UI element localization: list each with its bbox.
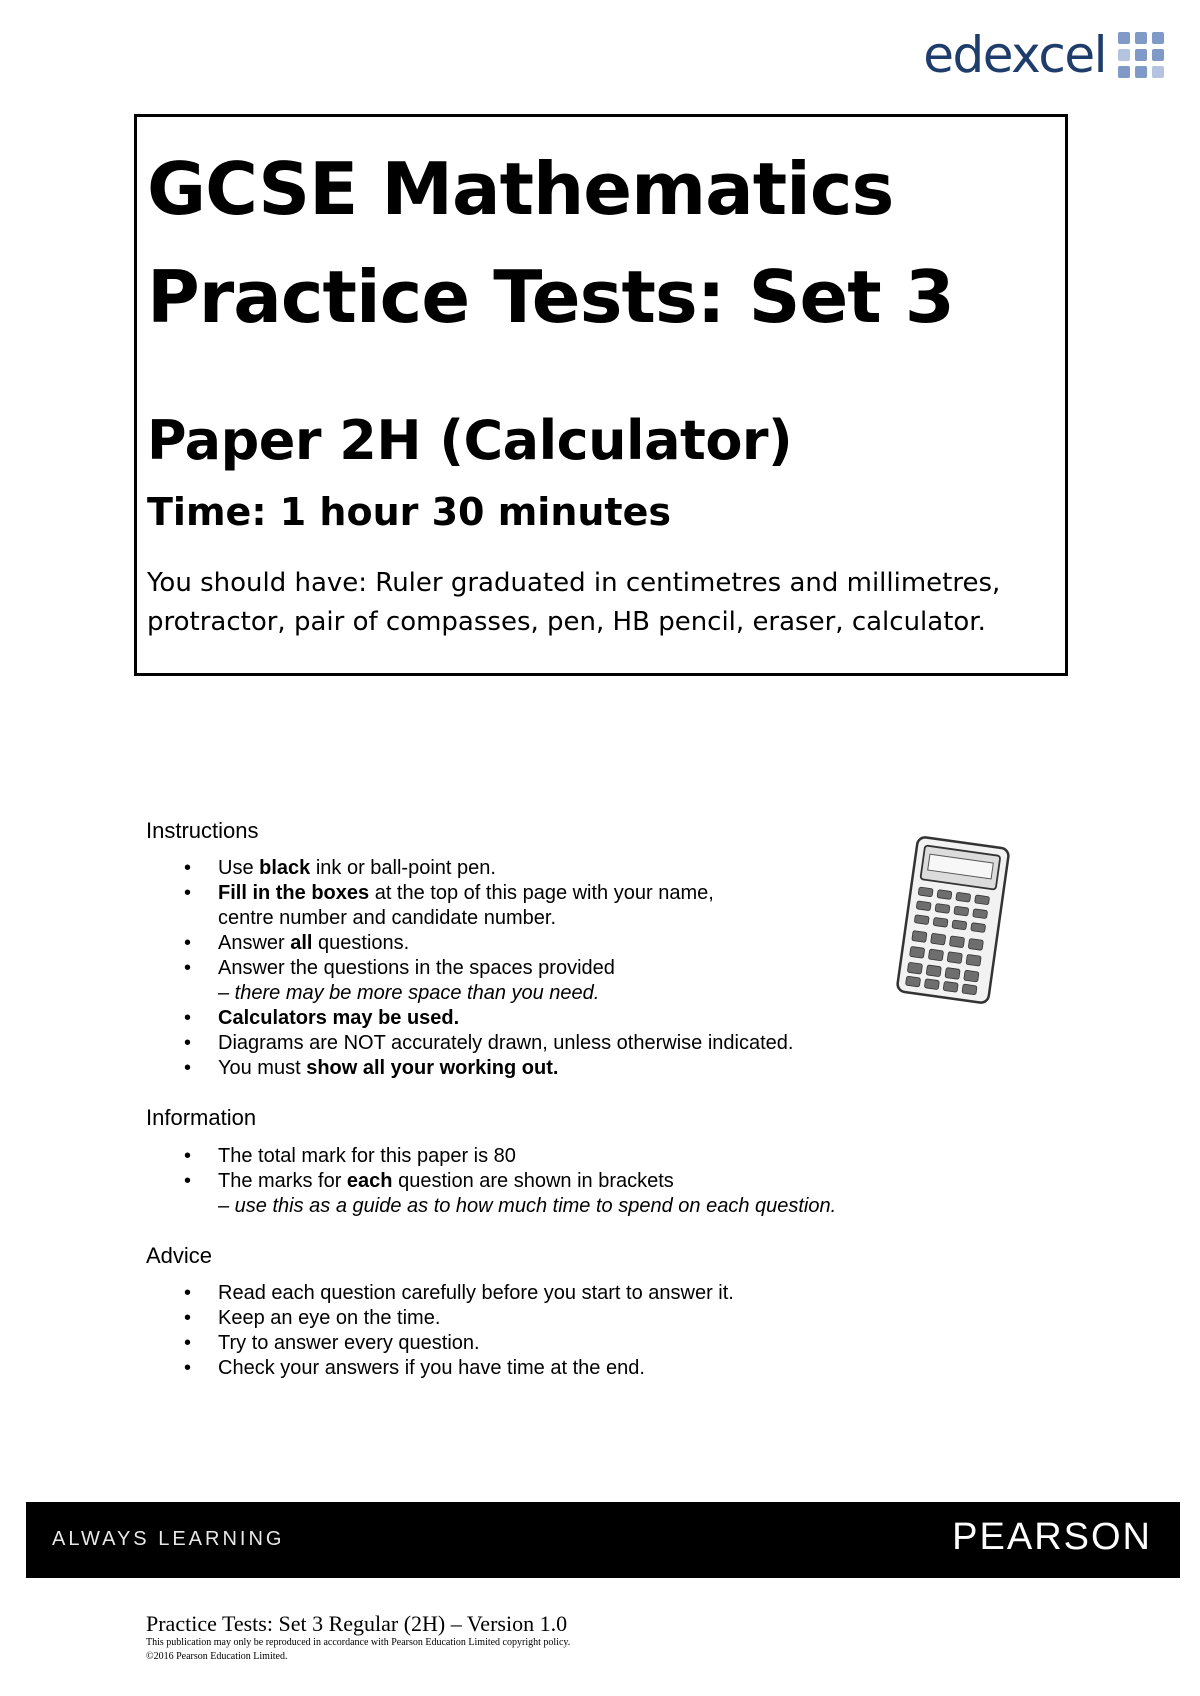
list-item: • You must show all your working out. — [146, 1056, 926, 1081]
logo-wordmark: edexcel — [923, 26, 1106, 84]
list-item: • Keep an eye on the time. — [146, 1306, 926, 1331]
title-box — [134, 114, 1068, 676]
exam-guidance — [146, 818, 926, 1405]
copyright-policy: This publication may only be reproduced in accordance with Pearson Education Limited copyright policy. — [146, 1637, 571, 1649]
pearson-band — [26, 1502, 1180, 1578]
pearson-logo: PEARSON — [952, 1516, 1152, 1558]
edexcel-logo — [923, 26, 1166, 84]
list-item: • The total mark for this paper is 80 — [146, 1144, 926, 1169]
advice-list — [146, 1281, 926, 1381]
list-item: • Check your answers if you have time at the end. — [146, 1356, 926, 1381]
instructions-list — [146, 856, 926, 1081]
list-item: • Fill in the boxes at the top of this page with your name, centre number and candidate number. — [146, 881, 926, 931]
information-heading: Information — [146, 1105, 257, 1131]
equipment-list — [147, 564, 1055, 642]
list-item: • Try to answer every question. — [146, 1331, 926, 1356]
list-item: • Read each question carefully before you start to answer it. — [146, 1281, 926, 1306]
version-line: Practice Tests: Set 3 Regular (2H) – Version 1.0 — [146, 1611, 568, 1636]
paper-title: Paper 2H (Calculator) — [147, 409, 793, 472]
equipment-line-1: You should have: Ruler graduated in centimetres and millimetres, — [147, 568, 1001, 599]
equipment-line-2: protractor, pair of compasses, pen, HB pencil, eraser, calculator. — [147, 607, 986, 638]
information-list — [146, 1144, 926, 1219]
time-allowed: Time: 1 hour 30 minutes — [147, 490, 671, 535]
advice-heading: Advice — [146, 1242, 213, 1268]
list-item: • Diagrams are NOT accurately drawn, unless otherwise indicated. — [146, 1031, 926, 1056]
list-item: • Answer all questions. — [146, 931, 926, 956]
title-line-1: GCSE Mathematics — [147, 147, 894, 231]
document-footer — [146, 1612, 570, 1664]
list-item: • Calculators may be used. — [146, 1006, 926, 1031]
title-line-2: Practice Tests: Set 3 — [147, 255, 954, 339]
edexcel-grid-logo-icon — [1116, 30, 1166, 80]
copyright-notice: ©2016 Pearson Education Limited. — [146, 1651, 288, 1663]
list-item: • The marks for each question are shown in brackets – use this as a guide as to how much time to spend on each question. — [146, 1169, 926, 1219]
list-item: • Use black ink or ball-point pen. — [146, 856, 926, 881]
always-learning-tagline: ALWAYS LEARNING — [52, 1528, 285, 1550]
instructions-heading: Instructions — [146, 818, 259, 843]
list-item: • Answer the questions in the spaces provided – there may be more space than you need. — [146, 956, 926, 1006]
